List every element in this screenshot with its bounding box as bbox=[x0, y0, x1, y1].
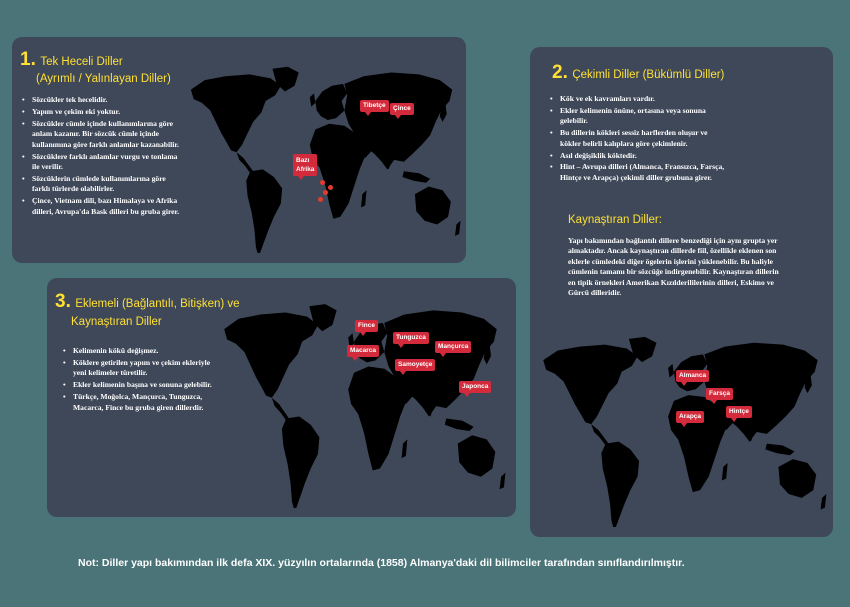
list-item: • Sözcükler tek hecelidir. bbox=[22, 95, 182, 105]
panel2-heading bbox=[552, 62, 724, 84]
footer-note: Not: Diller yapı bakımından ilk defa XIX. yüzyılın ortalarında (1858) Almanya'daki dil bilimciler tarafından sınıflandırılmıştır. bbox=[78, 557, 685, 569]
marker-dot bbox=[320, 180, 325, 185]
list-item: • Ekler kelimenin önüne, ortasına veya sonuna gelebilir. bbox=[550, 106, 730, 127]
label-tunguzca: Tunguzca bbox=[393, 332, 429, 344]
panel1-title-line2: (Ayrımlı / Yalınlayan Diller) bbox=[36, 73, 171, 85]
panel3-heading bbox=[55, 291, 240, 313]
panel2-title: Çekimli Diller (Bükümlü Diller) bbox=[572, 69, 725, 81]
label-hintce: Hintçe bbox=[726, 406, 752, 418]
label-arapca: Arapça bbox=[676, 411, 704, 423]
list-item: • Sözcüklere farklı anlamlar vurgu ve tonlama ile verilir. bbox=[22, 152, 182, 173]
label-cince: Çince bbox=[390, 103, 414, 115]
list-item: • Bu dillerin kökleri sessiz harflerden oluşur ve kökler belirli kalıplara göre çekimlenir. bbox=[550, 128, 730, 149]
list-item: • Kök ve ek kavramları vardır. bbox=[550, 94, 730, 104]
list-item: • Türkçe, Moğolca, Mançurca, Tunguzca, Macarca, Fince bu gruba giren dillerdir. bbox=[63, 392, 223, 413]
panel1-title-line1: Tek Heceli Diller bbox=[40, 56, 123, 68]
panel3-title-line2: Kaynaştıran Diller bbox=[71, 316, 162, 328]
panel1-heading bbox=[20, 49, 123, 71]
list-item: • Hint – Avrupa dilleri (Almanca, Fransızca, Farsça, Hintçe ve Arapça) çekimli diller grubuna girer. bbox=[550, 162, 730, 183]
list-item: • Ekler kelimenin başına ve sonuna gelebilir. bbox=[63, 380, 223, 390]
panel3-number: 3. bbox=[55, 291, 71, 312]
label-macarca: Macarca bbox=[347, 345, 379, 357]
marker-dot bbox=[328, 185, 333, 190]
panel2-paragraph: Yapı bakımından bağlantılı dillere benzediği için aynı grupta yer almaktadır. Ancak kaynaştıran dillerde fiil, özellikle eklenen son eklerle cümledeki diğer ögelerin işlerini yüklenebilir. Bu haliyle cümlenin tamamı bir sözcüğe indirgenebilir. Kaynaştıran dillerin en tipik örnekleri Amerikan Kızılderililerinin dilleri, Eskimo ve Gürcü dilleridir. bbox=[568, 236, 779, 298]
panel1-world-map bbox=[184, 63, 464, 253]
list-item: • Asıl değişiklik köktedir. bbox=[550, 151, 730, 161]
label-afrika: Afrika bbox=[296, 166, 315, 173]
list-item: • Sözcüklerin cümlede kullanımlarına göre farklı türlerde olabilirler. bbox=[22, 174, 182, 195]
label-farsca: Farsça bbox=[706, 388, 733, 400]
panel2-subtitle: Kaynaştıran Diller: bbox=[568, 214, 662, 226]
label-samoyetce: Samoyetçe bbox=[395, 359, 435, 371]
label-bazi: Bazı bbox=[296, 157, 310, 164]
list-item: • Yapım ve çekim eki yoktur. bbox=[22, 107, 182, 117]
panel2-bullet-list bbox=[550, 94, 730, 185]
panel-agglutinative-languages bbox=[47, 278, 516, 517]
label-japonca: Japonca bbox=[459, 381, 491, 393]
panel-inflectional-languages bbox=[530, 47, 833, 537]
panel1-number: 1. bbox=[20, 49, 36, 70]
list-item: • Kelimenin kökü değişmez. bbox=[63, 346, 223, 356]
list-item: • Köklere getirilen yapım ve çekim ekleriyle yeni kelimeler türetilir. bbox=[63, 358, 223, 379]
panel3-title-line1: Eklemeli (Bağlantılı, Bitişken) ve bbox=[75, 298, 240, 310]
panel3-bullet-list bbox=[63, 346, 223, 414]
label-mancurca: Mançurca bbox=[435, 341, 471, 353]
panel2-world-map bbox=[536, 333, 830, 527]
panel2-number: 2. bbox=[552, 62, 568, 83]
panel1-bullet-list bbox=[22, 95, 182, 218]
label-tibetce: Tibetçe bbox=[360, 100, 389, 112]
list-item: • Sözcükler cümle içinde kullanımlarına göre anlam kazanır. Bir sözcük cümle içinde kullanımına göre farklı anlamlar kazanabilir. bbox=[22, 119, 182, 150]
label-fince: Fince bbox=[355, 320, 378, 332]
marker-dot bbox=[318, 197, 323, 202]
panel-single-syllable-languages bbox=[12, 37, 466, 263]
marker-dot bbox=[323, 190, 328, 195]
list-item: • Çince, Vietnam dili, bazı Himalaya ve Afrika dilleri, Avrupa'da Bask dilleri bu gruba girer. bbox=[22, 196, 182, 217]
label-bazi-afrika bbox=[293, 154, 317, 176]
label-almanca: Almanca bbox=[676, 370, 709, 382]
